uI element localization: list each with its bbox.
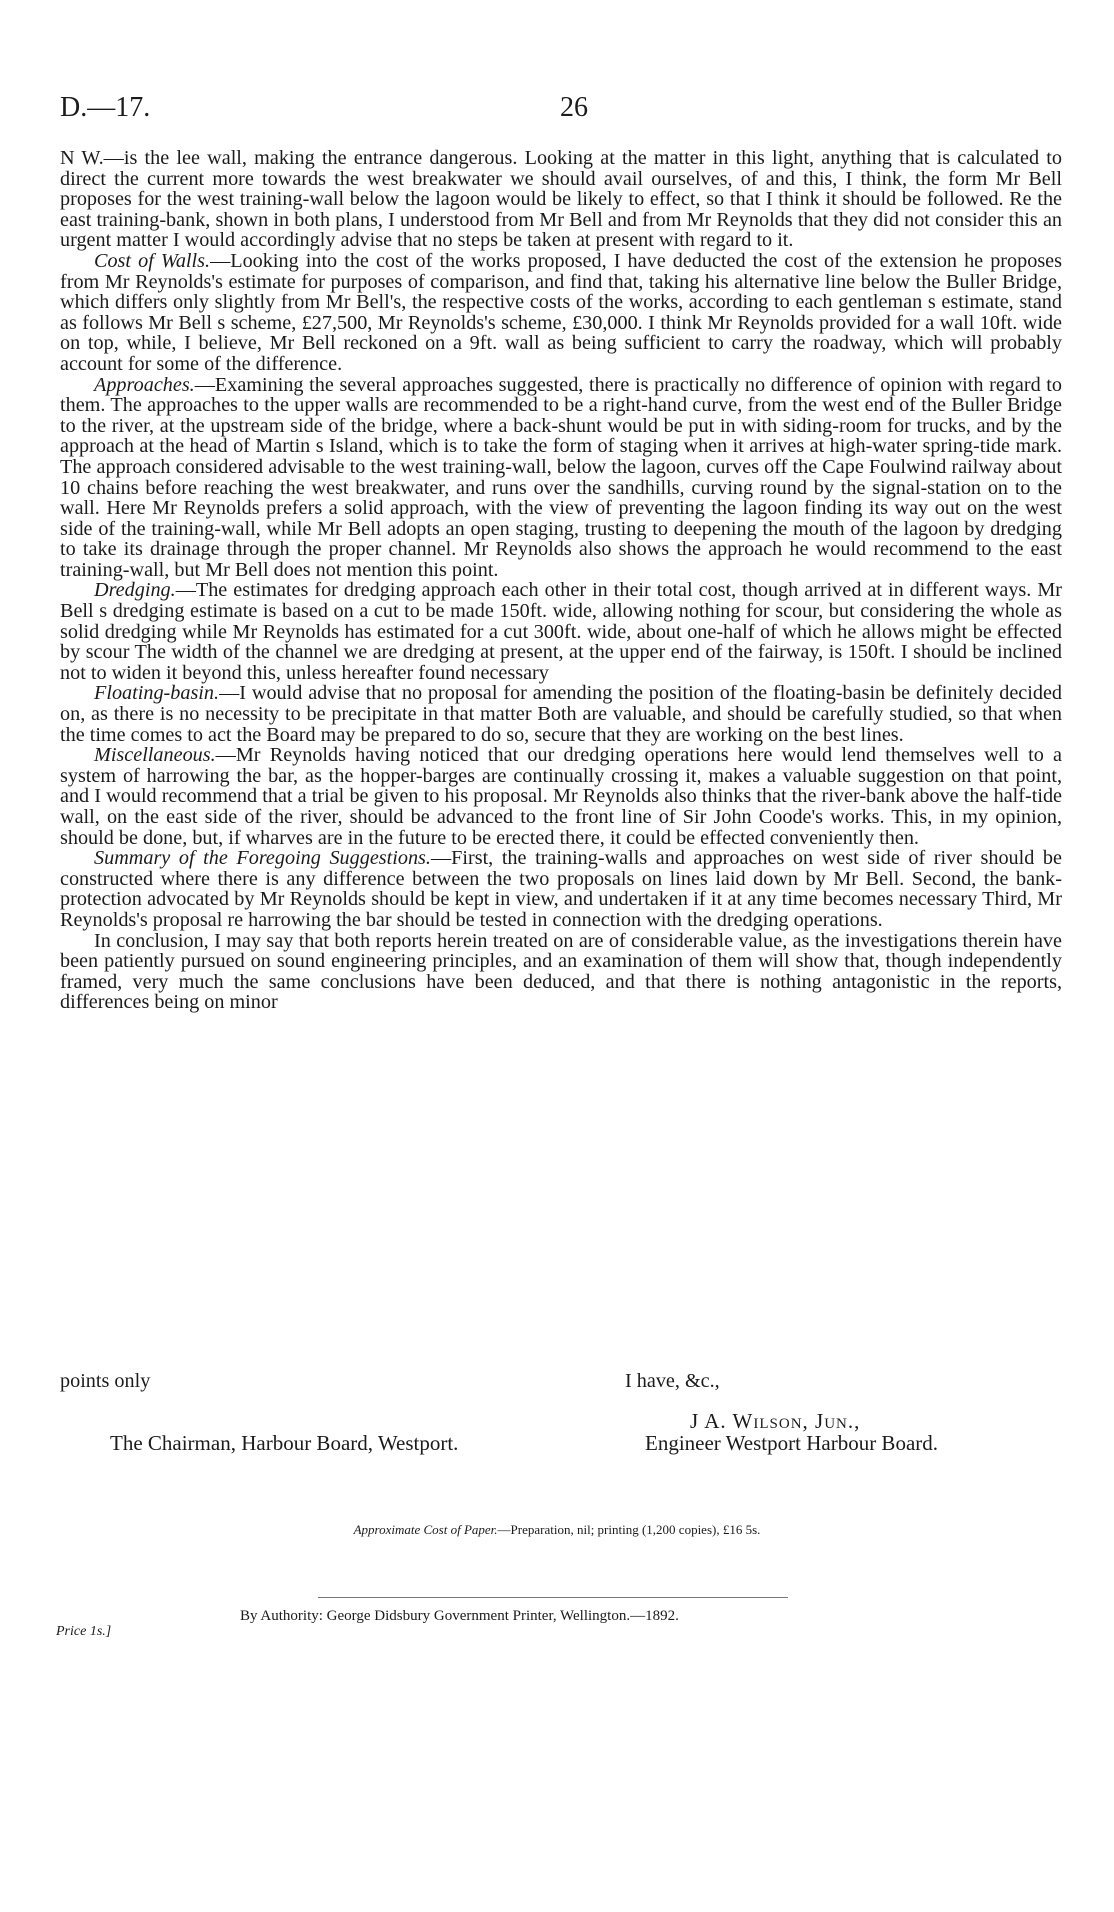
paragraph-conclusion: In conclusion, I may say that both reports herein treated on are of considerable value, as the investigations therein have been patiently pursued on sound engineering principles, and an examination of them will show that, though independently framed, very much the same conclusions have been deduced, and that there is nothing antagonistic in the reports, differences being on minor [60, 929, 1062, 1014]
paragraph-dredging: Dredging.—The estimates for dredging approach each other in their total cost, though arrived at in different ways. Mr Bell s dredging estimate is based on a cut to be made 150ft. wide, allowing nothing for scour, but considering the whole as solid dredging while Mr Reynolds has estimated for a cut 300ft. wide, about one-half of which he allows might be effected by scour The width of the channel we are dredging at present, at the upper end of the fairway, is 150ft. I should be inclined not to widen it beyond this, unless hereafter found necessary [60, 579, 1062, 684]
letter-closing [60, 1371, 1062, 1491]
divider-rule [318, 1597, 788, 1598]
paragraph-cost-of-walls: Cost of Walls.—Looking into the cost of the works proposed, I have deducted the cost of the extension he proposes from Mr Reynolds's estimate for purposes of comparison, and find that, taking his alternative line below the Buller Bridge, which differs only slightly from Mr Bell's, the respective costs of the works, according to each gentleman s estimate, stand as follows Mr Bell s scheme, £27,500, Mr Reynolds's scheme, £30,000. I think Mr Reynolds provided for a wall 10ft. wide on top, while, I believe, Mr Bell reckoned on a 9ft. wall as being sufficient to carry the roadway, which will probably account for some of the difference. [60, 249, 1062, 375]
paragraph-floating-basin: Floating-basin.—I would advise that no proposal for amending the position of the floating-basin be definitely decided on, as there is no necessity to be precipitate in that matter Both are valuable, and should be carefully studied, so that when the time comes to act the Board may be prepared to do so, secure that they are working on the best lines. [60, 682, 1062, 746]
paragraph-approaches: Approaches.—Examining the several approaches suggested, there is practically no difference of opinion with regard to them. The approaches to the upper walls are recommended to be a right-hand curve, from the west end of the Buller Bridge to the river, at the upstream side of the bridge, where a back-shunt would be put in with siding-room for trucks, and by the approach at the head of Martin s Island, which is to take the form of staging when it arrives at high-water spring-tide mark. The approach considered advisable to the west training-wall, below the lagoon, curves off the Cape Foulwind railway about 10 chains before reaching the west breakwater, and runs over the sandhills, curving round by the signal-station on to the wall. Here Mr Reynolds prefers a solid approach, with the view of preventing the lagoon finding its way out on the west side of the training-wall, while Mr Bell adopts an open staging, trusting to deepening the mouth of the lagoon by dredging to take its drainage through the proper channel. Mr Reynolds also shows the approach he would recommend to the east training-wall, but Mr Bell does not mention this point. [60, 373, 1062, 581]
closing-last-line: points only [60, 1370, 151, 1392]
section-heading: Miscellaneous. [94, 744, 216, 767]
section-heading: Summary of the Foregoing Suggestions. [94, 847, 431, 870]
signature-name: J A. Wilson, Jun., [690, 1409, 861, 1433]
paragraph: N W.—is the lee wall, making the entrance dangerous. Looking at the matter in this light, anything that is calculated to direct the current more towards the west breakwater we should avail ourselves, of and this, I think, the form Mr Bell proposes for the west training-wall below the lagoon would be likely to effect, so that I think it should be followed. Re the east training-bank, shown in both plans, I understood from Mr Bell and from Mr Reynolds that they did not consider this an urgent matter I would accordingly advise that no steps be taken at present with regard to it. [60, 147, 1062, 252]
closing-salutation: I have, &c., [625, 1370, 720, 1392]
section-heading: Approaches. [94, 373, 195, 396]
cost-note-text: —Preparation, nil; printing (1,200 copies), £16 5s. [497, 1522, 761, 1537]
cost-of-paper-note [0, 1522, 1114, 1538]
cost-note-label: Approximate Cost of Paper. [353, 1522, 498, 1537]
signature-title: Engineer Westport Harbour Board. [645, 1431, 939, 1455]
document-code: D.—17. [60, 92, 151, 123]
report-body [60, 148, 1062, 1013]
section-heading: Floating-basin. [94, 682, 220, 705]
section-heading: Cost of Walls. [94, 249, 211, 272]
paragraph-miscellaneous: Miscellaneous.—Mr Reynolds having noticed that our dredging operations here would lend themselves well to a system of harrowing the bar, as the hopper-barges are continually crossing it, makes a valuable suggestion on that point, and I would recommend that a trial be given to his proposal. Mr Reynolds also thinks that the river-bank above the half-tide wall, on the east side of the river, should be advanced to the front line of Sir John Coode's works. This, in my opinion, should be done, but, if wharves are in the future to be erected there, it could be effected conveniently then. [60, 744, 1062, 849]
printer-imprint: By Authority: George Didsbury Government Printer, Wellington.—1892. [240, 1608, 679, 1624]
price-note: Price 1s.] [56, 1624, 112, 1639]
paragraph-summary: Summary of the Foregoing Suggestions.—First, the training-walls and approaches on west side of river should be constructed where there is any difference between the two proposals on lines laid down by Mr Bell. Second, the bank-protection advocated by Mr Reynolds should be kept in view, and undertaken if it at any time becomes necessary Third, Mr Reynolds's proposal re harrowing the bar should be tested in connection with the dredging operations. [60, 847, 1062, 931]
page-number: 26 [560, 92, 588, 123]
addressee: The Chairman, Harbour Board, Westport. [110, 1431, 459, 1455]
section-heading: Dredging. [94, 579, 176, 602]
page-header [60, 92, 1060, 132]
